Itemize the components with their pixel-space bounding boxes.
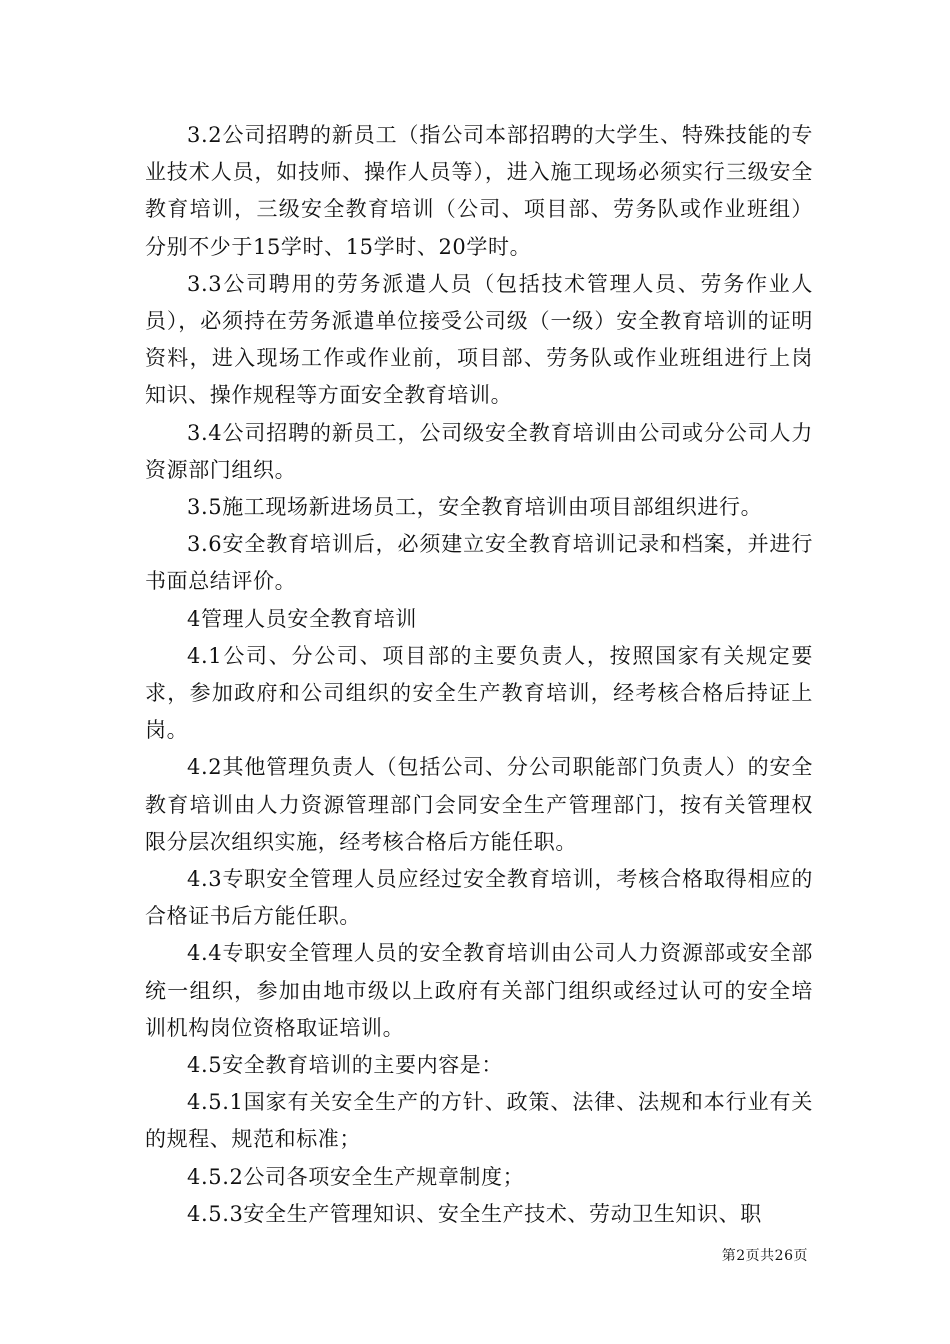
paragraph-4-5-3: 4.5.3安全生产管理知识、安全生产技术、劳动卫生知识、职 — [187, 1201, 762, 1226]
paragraph-3-4: 3.4公司招聘的新员工，公司级安全教育培训由公司或分公司人力资源部门组织。 — [145, 420, 813, 482]
paragraph-4-5-1: 4.5.1国家有关安全生产的方针、政策、法律、法规和本行业有关的规程、规范和标准； — [145, 1090, 813, 1152]
paragraph-3-3: 3.3公司聘用的劳务派遣人员（包括技术管理人员、劳务作业人员），必须持在劳务派遣单位接受公司级（一级）安全教育培训的证明资料，进入现场工作或作业前，项目部、劳务队或作业班组进行上岗知识、操作规程等方面安全教育培训。 — [145, 271, 813, 408]
paragraph-4-5: 4.5安全教育培训的主要内容是： — [187, 1053, 503, 1078]
paragraph-4-1: 4.1公司、分公司、项目部的主要负责人，按照国家有关规定要求，参加政府和公司组织的安全生产教育培训，经考核合格后持证上岗。 — [145, 643, 813, 743]
paragraph-4-4: 4.4专职安全管理人员的安全教育培训由公司人力资源部或安全部统一组织，参加由地市级以上政府有关部门组织或经过认可的安全培训机构岗位资格取证培训。 — [145, 941, 813, 1040]
paragraph-4-3: 4.3专职安全管理人员应经过安全教育培训，考核合格取得相应的合格证书后方能任职。 — [145, 867, 813, 929]
paragraph-3-2: 3.2公司招聘的新员工（指公司本部招聘的大学生、特殊技能的专业技术人员，如技师、操作人员等），进入施工现场必须实行三级安全教育培训，三级安全教育培训（公司、项目部、劳务队或作业班组）分别不少于15学时、15学时、20学时。 — [145, 123, 813, 259]
document-body — [145, 117, 813, 1233]
paragraph-4-2: 4.2其他管理负责人（包括公司、分公司职能部门负责人）的安全教育培训由人力资源管理部门会同安全生产管理部门，按有关管理权限分层次组织实施，经考核合格后方能任职。 — [145, 755, 813, 854]
paragraph-3-6: 3.6安全教育培训后，必须建立安全教育培训记录和档案，并进行书面总结评价。 — [145, 532, 813, 594]
paragraph-4-5-2: 4.5.2公司各项安全生产规章制度； — [187, 1164, 525, 1189]
paragraph-3-5: 3.5施工现场新进场员工，安全教育培训由项目部组织进行。 — [187, 495, 763, 520]
section-heading-4: 4管理人员安全教育培训 — [187, 606, 417, 631]
page-number-footer: 第2页共26页 — [721, 1248, 808, 1264]
